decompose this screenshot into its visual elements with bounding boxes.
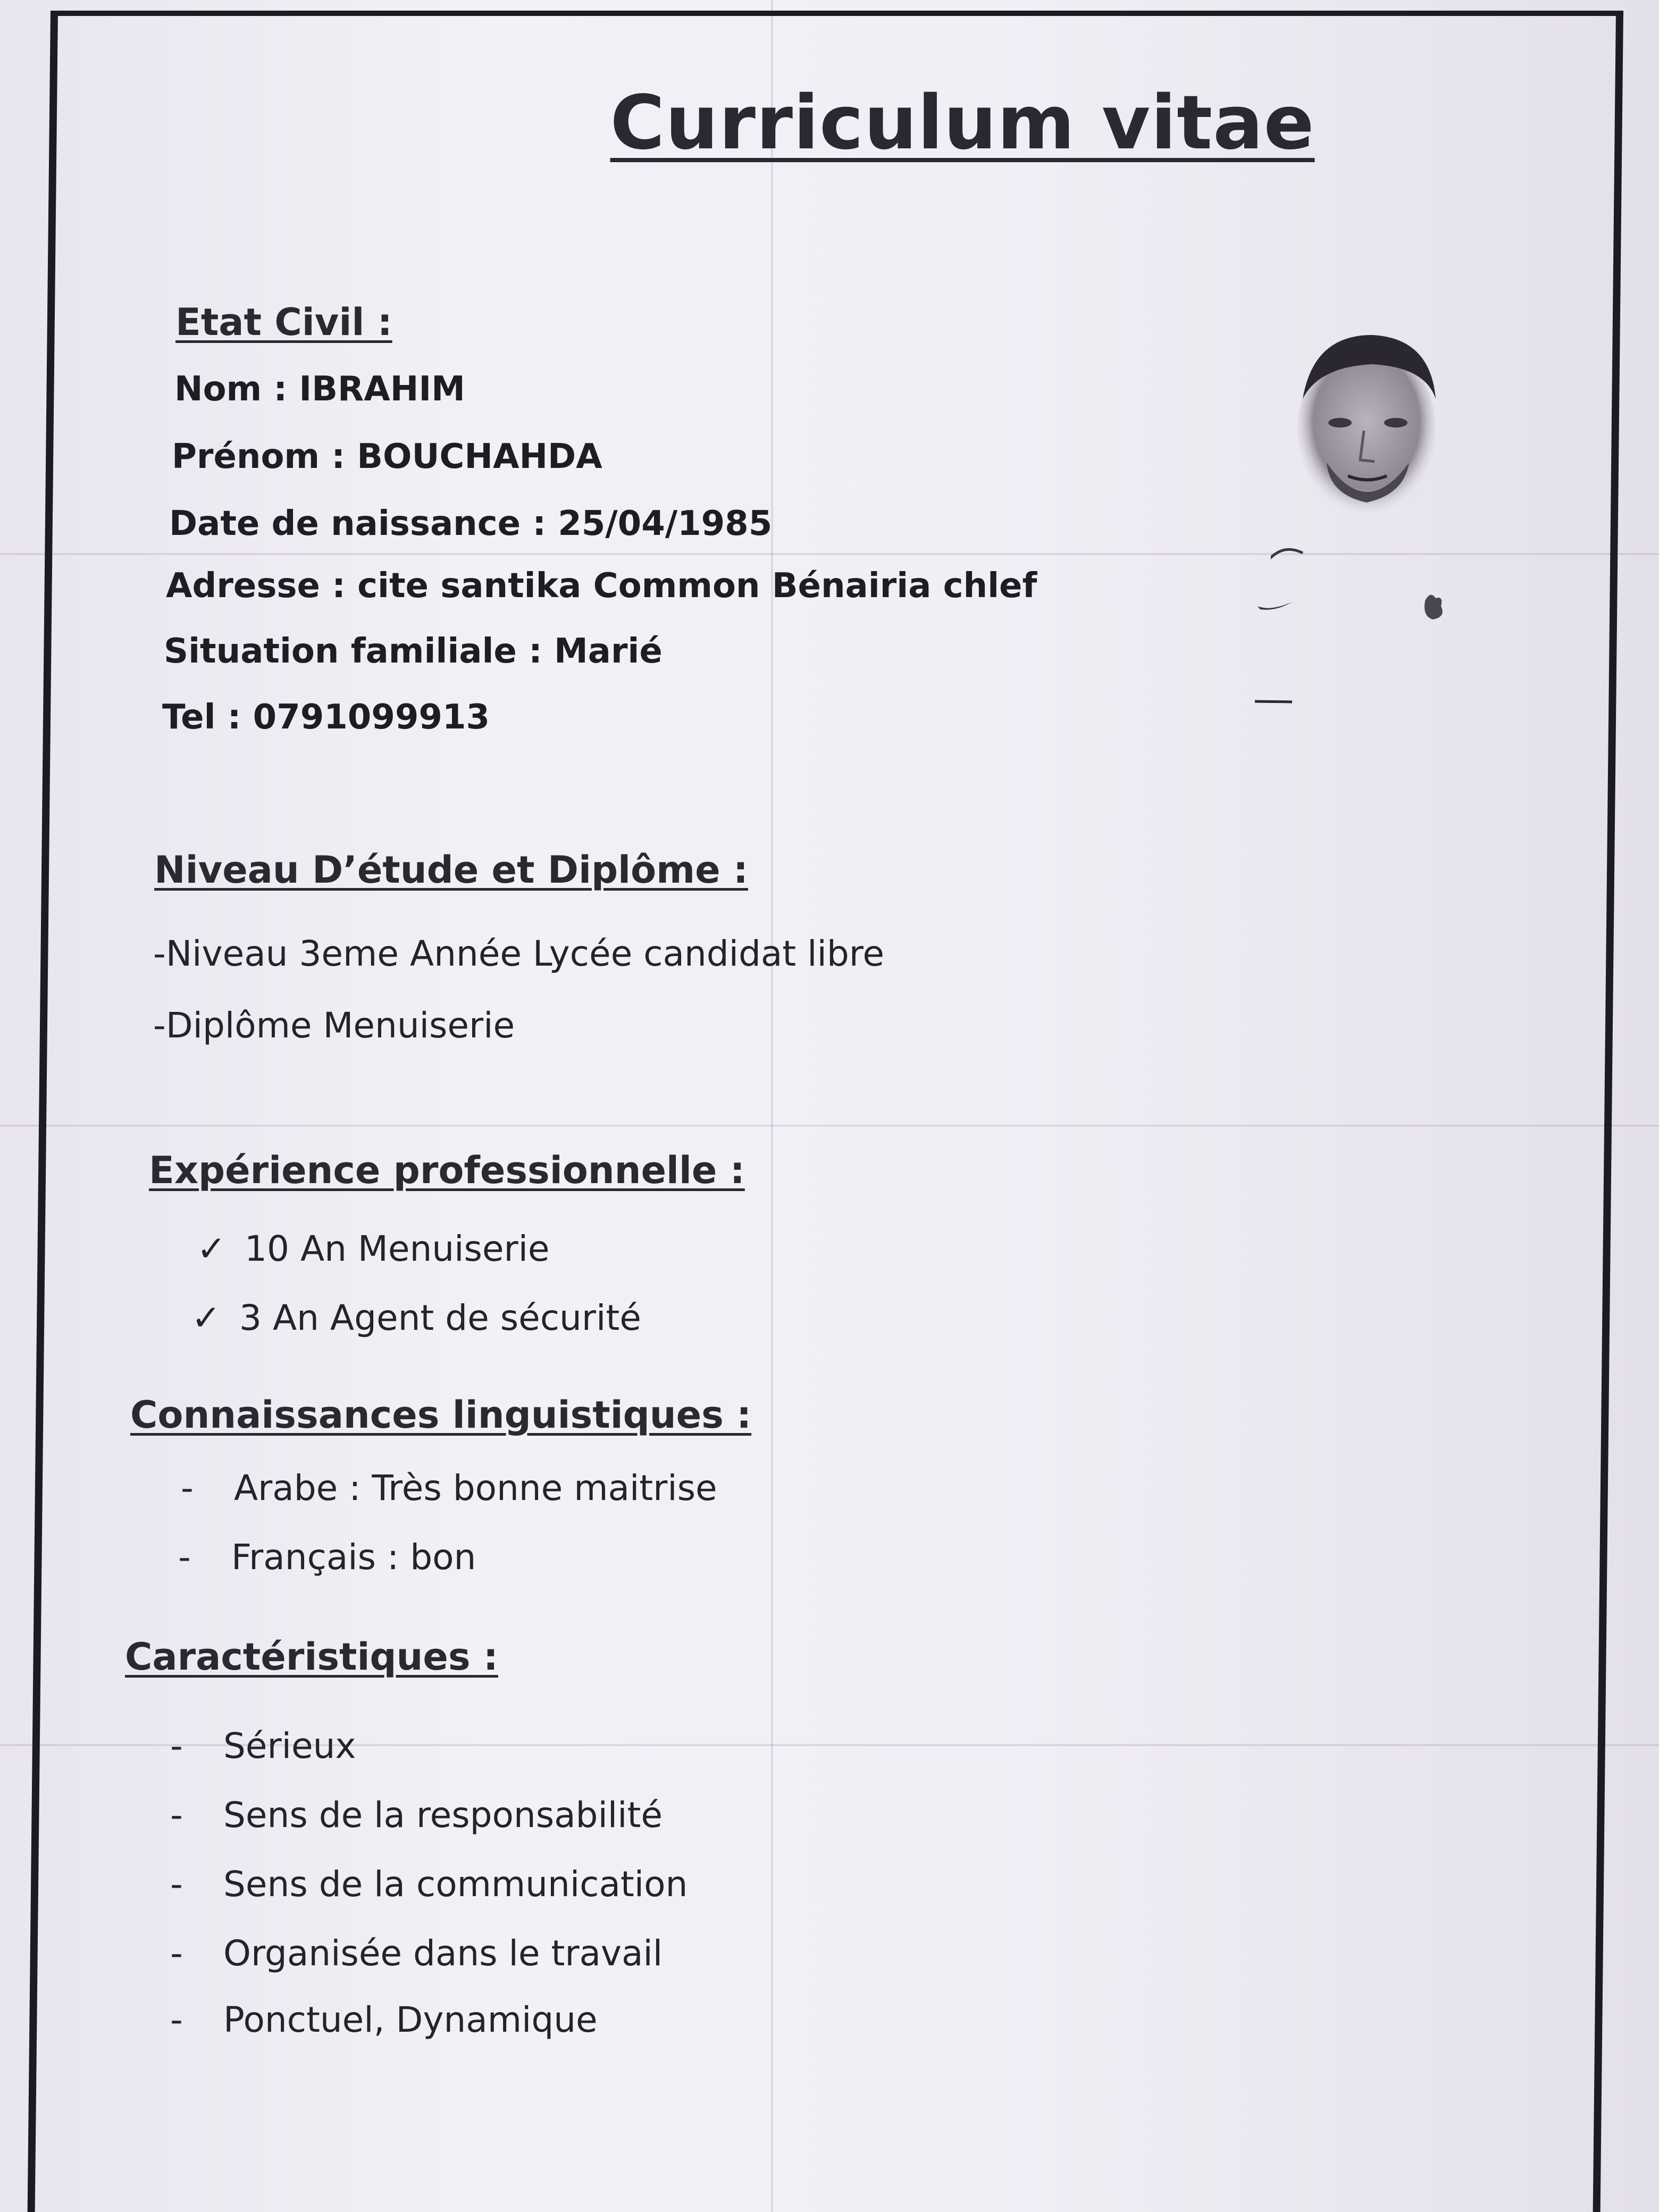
caracteristique-item-4-text: Organisée dans le travail — [223, 1933, 663, 1974]
field-date-naissance-label: Date de naissance : — [169, 504, 558, 543]
etude-item-2: -Diplôme Menuiserie — [153, 1005, 515, 1046]
document-title-text: Curriculum vitae — [610, 80, 1315, 166]
heading-experience: Expérience professionnelle : — [149, 1149, 745, 1192]
heading-etat-civil: Etat Civil : — [175, 300, 392, 344]
caracteristique-item-5-text: Ponctuel, Dynamique — [223, 1999, 598, 2040]
field-situation-familiale — [164, 632, 663, 671]
langue-item-1 — [181, 1468, 717, 1509]
caracteristique-item-2 — [170, 1795, 663, 1836]
experience-item-2-text: 3 An Agent de sécurité — [239, 1297, 641, 1338]
langue-item-2 — [178, 1537, 476, 1578]
field-nom-label: Nom : — [174, 370, 299, 409]
caracteristique-item-2-text: Sens de la responsabilité — [223, 1795, 663, 1836]
experience-item-2 — [191, 1297, 641, 1338]
document-title — [0, 80, 1659, 166]
field-date-naissance — [169, 504, 772, 543]
heading-langues: Connaissances linguistiques : — [130, 1393, 752, 1437]
field-nom-value: IBRAHIM — [299, 370, 465, 409]
caracteristique-item-3-text: Sens de la communication — [223, 1864, 688, 1905]
caracteristique-item-4 — [170, 1933, 663, 1974]
caracteristique-item-3 — [170, 1864, 688, 1905]
field-tel-value: 0791099913 — [253, 698, 490, 737]
dash-marker: - — [170, 1864, 183, 1905]
field-situation-label: Situation familiale : — [164, 632, 554, 671]
etude-item-1: -Niveau 3eme Année Lycée candidat libre — [153, 933, 885, 974]
field-prenom — [172, 437, 602, 476]
heading-etudes: Niveau D’étude et Diplôme : — [154, 848, 748, 892]
langue-item-1-text: Arabe : Très bonne maitrise — [234, 1468, 717, 1509]
field-nom — [174, 370, 465, 409]
experience-item-1 — [197, 1228, 550, 1269]
field-adresse-value: cite santika Common Bénairia chlef — [357, 566, 1037, 606]
experience-item-1-text: 10 An Menuiserie — [245, 1228, 550, 1269]
dash-marker: - — [178, 1537, 191, 1578]
checkmark-icon: ✓ — [191, 1297, 221, 1338]
caracteristique-item-1 — [170, 1725, 356, 1766]
portrait-photo — [1271, 319, 1473, 564]
dash-marker: - — [181, 1468, 194, 1509]
field-adresse-label: Adresse : — [166, 566, 358, 606]
dash-marker: - — [170, 1725, 183, 1766]
field-prenom-value: BOUCHAHDA — [357, 437, 602, 476]
heading-caracteristiques: Caractéristiques : — [125, 1635, 498, 1679]
field-date-naissance-value: 25/04/1985 — [558, 504, 773, 543]
checkmark-icon: ✓ — [197, 1228, 227, 1269]
dash-marker: - — [170, 1933, 183, 1974]
dash-marker: - — [170, 1999, 183, 2040]
dash-marker: - — [170, 1795, 183, 1836]
caracteristique-item-1-text: Sérieux — [223, 1725, 356, 1766]
field-adresse — [166, 566, 1037, 606]
langue-item-2-text: Français : bon — [231, 1537, 476, 1578]
field-tel — [162, 698, 490, 737]
shirt-logos — [1255, 590, 1468, 713]
field-tel-label: Tel : — [162, 698, 253, 737]
field-prenom-label: Prénom : — [172, 437, 357, 476]
caracteristique-item-5 — [170, 1999, 598, 2040]
field-situation-value: Marié — [554, 632, 663, 671]
